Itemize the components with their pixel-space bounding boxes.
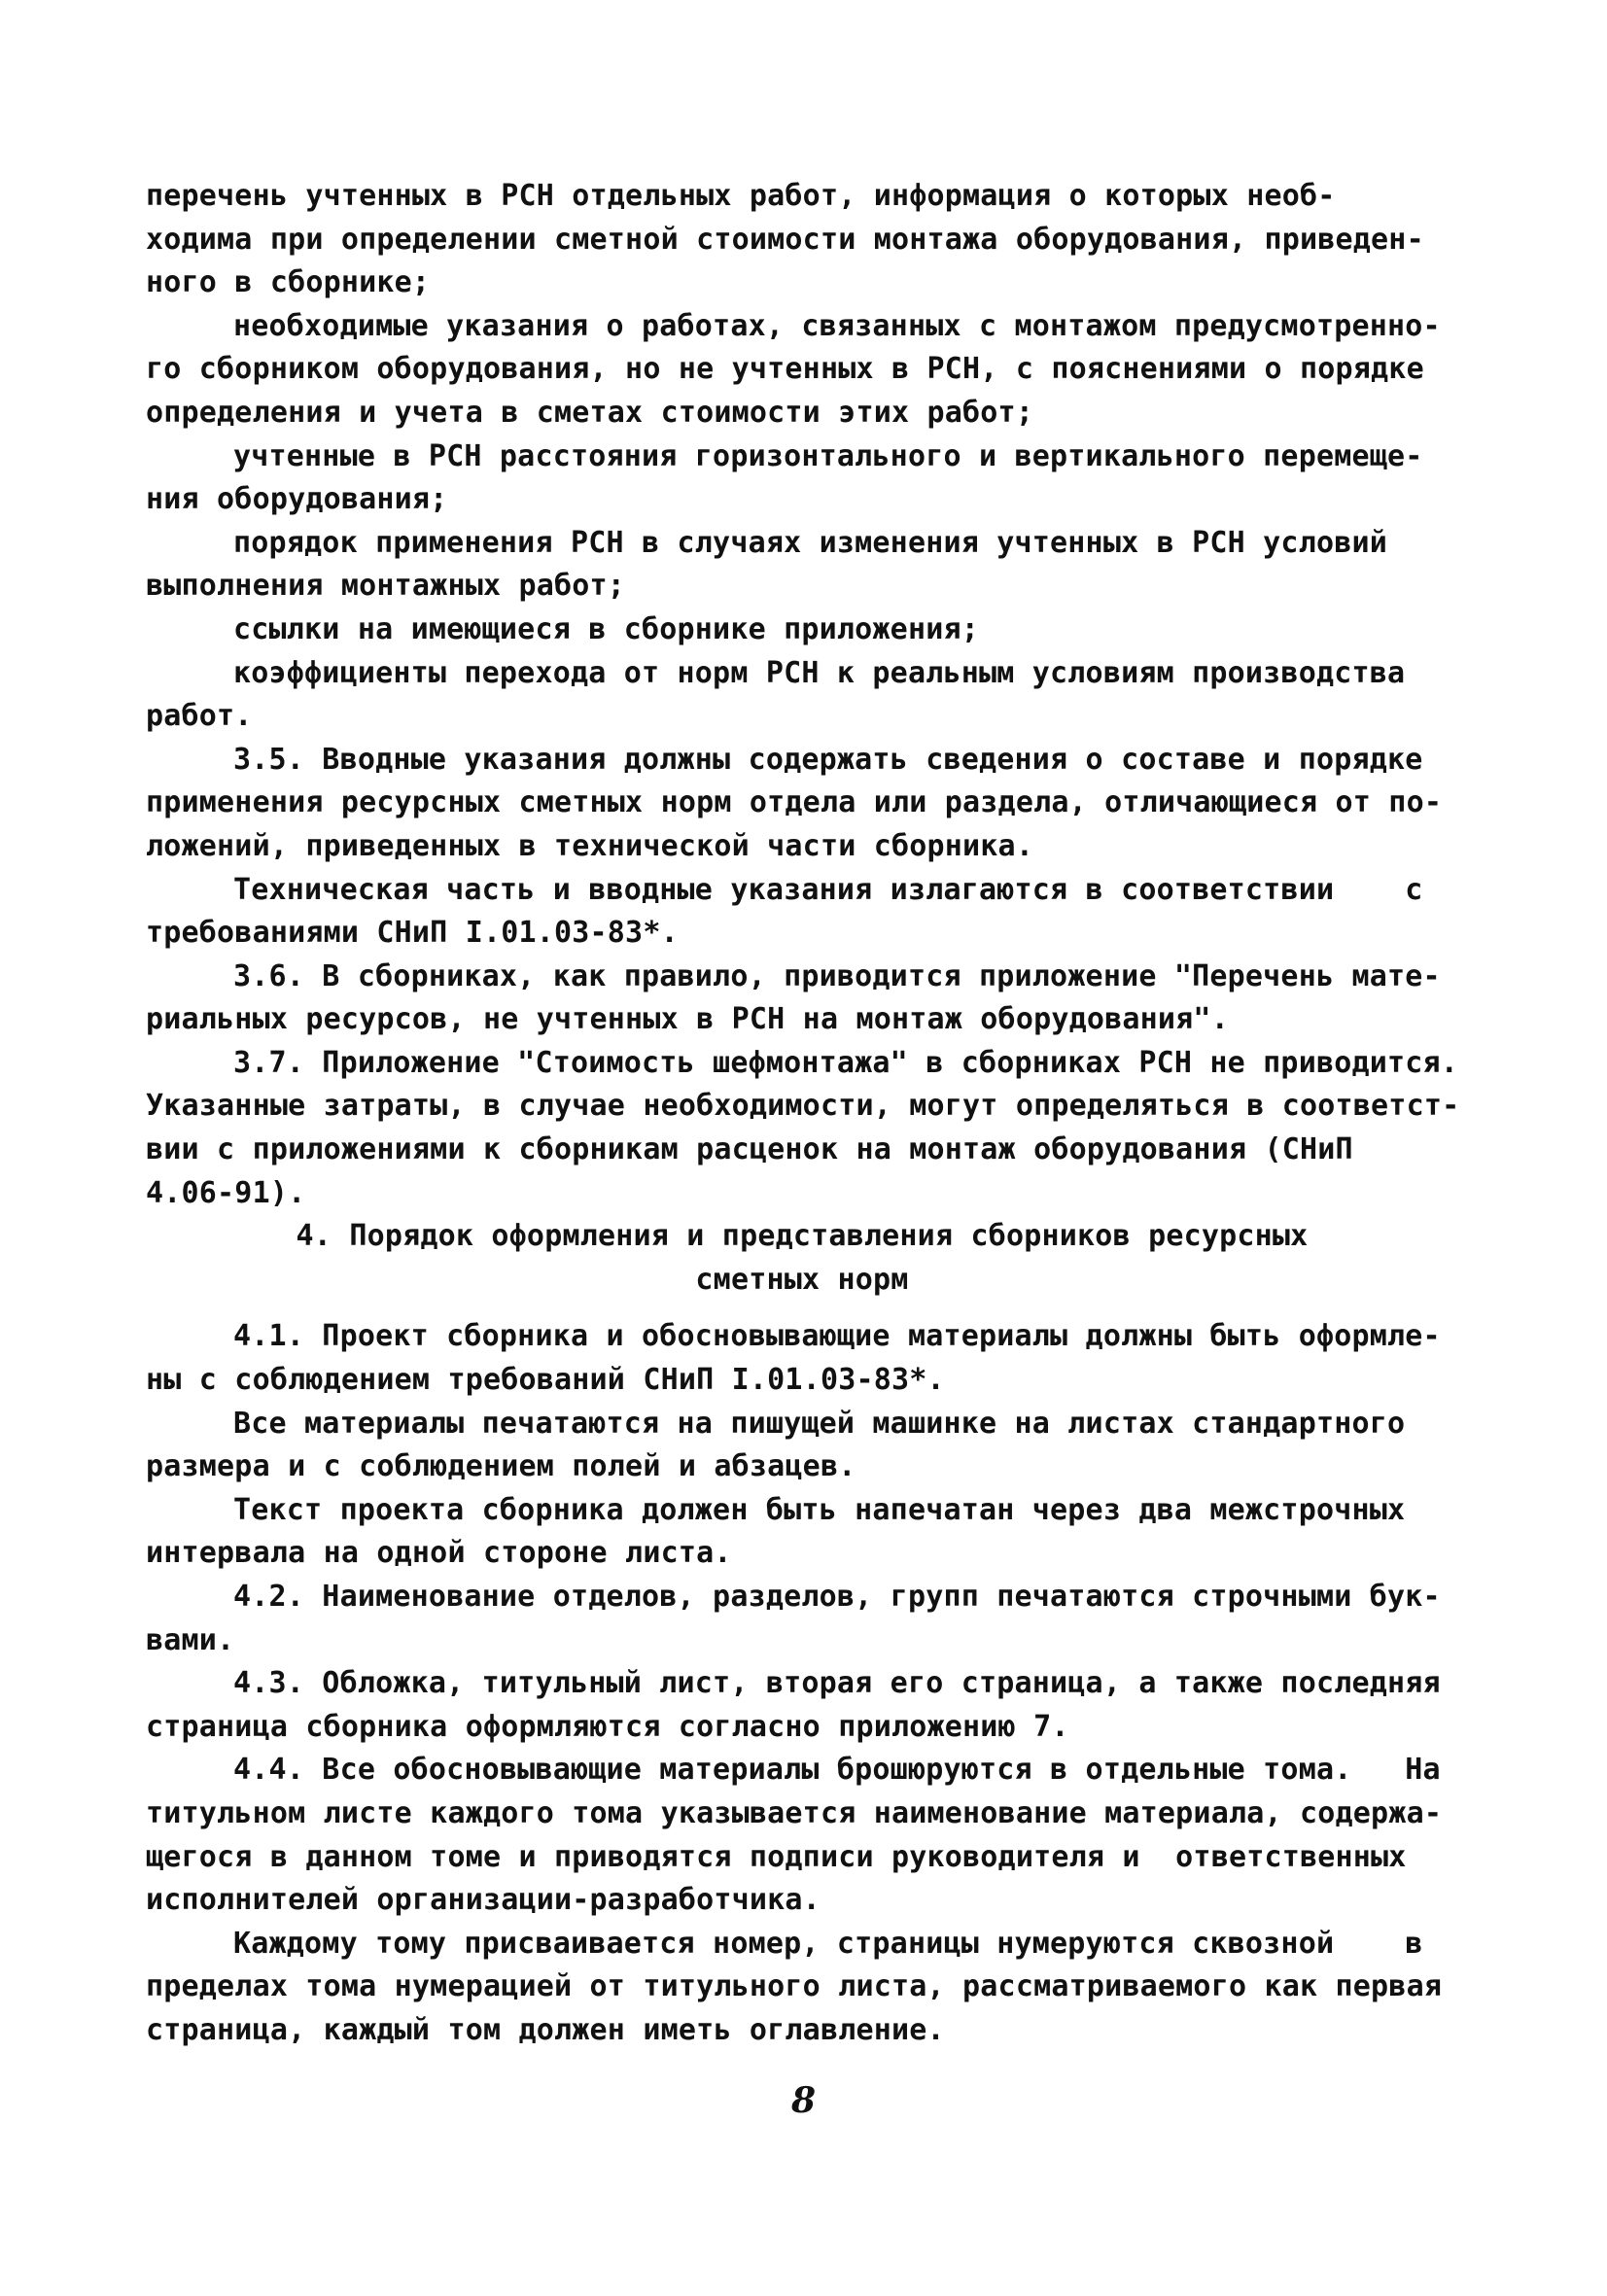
- text-line: перечень учтенных в РСН отдельных работ, информация о которых необ-: [146, 179, 1336, 213]
- text-line: Техническая часть и вводные указания излагаются в соответствии с: [233, 872, 1423, 907]
- text-line: ходима при определении сметной стоимости монтажа оборудования, приведен-: [146, 222, 1424, 257]
- section-heading: сметных норм: [695, 1262, 909, 1297]
- text-line: 4.2. Наименование отделов, разделов, групп печатаются строчными бук-: [233, 1580, 1441, 1614]
- section-heading: 4. Порядок оформления и представления сборников ресурсных: [296, 1219, 1309, 1254]
- text-line: ного в сборнике;: [146, 265, 431, 300]
- text-line: щегося в данном томе и приводятся подписи руководителя и ответственных: [146, 1839, 1407, 1874]
- text-line: Текст проекта сборника должен быть напечатан через два межстрочных: [233, 1492, 1406, 1527]
- text-line: страница сборника оформляются согласно приложению 7.: [146, 1709, 1069, 1744]
- text-line: титульном листе каждого тома указывается наименование материала, содержа-: [146, 1795, 1443, 1830]
- text-line: вами.: [146, 1622, 235, 1657]
- text-line: определения и учета в сметах стоимости этих работ;: [146, 395, 1034, 430]
- text-line: применения ресурсных сметных норм отдела или раздела, отличающиеся от по-: [146, 785, 1443, 820]
- text-line: 3.6. В сборниках, как правило, приводится приложение "Перечень мате-: [233, 958, 1441, 993]
- text-line: ложений, приведенных в технической части сборника.: [146, 828, 1034, 863]
- text-line: коэффициенты перехода от норм РСН к реальным условиям производства: [233, 655, 1406, 690]
- text-line: интервала на одной стороне листа.: [146, 1536, 732, 1571]
- text-line: страница, каждый том должен иметь оглавление.: [146, 2012, 945, 2047]
- text-line: 3.7. Приложение "Стоимость шефмонтажа" в сборниках РСН не приводится.: [233, 1045, 1459, 1080]
- text-line: требованиями СНиП I.01.03-83*.: [146, 916, 679, 951]
- text-line: Каждому тому присваивается номер, страницы нумеруются сквозной в: [233, 1926, 1423, 1961]
- text-line: порядок применения РСН в случаях изменения учтенных в РСН условий: [233, 525, 1387, 560]
- text-line: учтенные в РСН расстояния горизонтального и вертикального перемеще-: [233, 438, 1423, 473]
- text-line: 4.4. Все обосновывающие материалы брошюруются в отдельные тома. На: [233, 1753, 1441, 1788]
- text-line: пределах тома нумерацией от титульного листа, рассматриваемого как первая: [146, 1969, 1443, 2004]
- text-line: исполнителей организации-разработчика.: [146, 1883, 821, 1918]
- text-line: 4.1. Проект сборника и обосновывающие материалы должны быть оформле-: [233, 1319, 1441, 1354]
- text-line: выполнения монтажных работ;: [146, 569, 626, 604]
- text-line: риальных ресурсов, не учтенных в РСН на монтаж оборудования".: [146, 1002, 1229, 1037]
- text-line: размера и с соблюдением полей и абзацев.: [146, 1449, 856, 1484]
- page-number: 8: [790, 2080, 817, 2121]
- text-line: Все материалы печатаются на пишущей машинке на листах стандартного: [233, 1406, 1406, 1441]
- text-line: ния оборудования;: [146, 482, 448, 517]
- text-line: необходимые указания о работах, связанных с монтажом предусмотренно-: [233, 308, 1441, 343]
- body-text: [146, 175, 1458, 2053]
- text-line: го сборником оборудования, но не учтенных в РСН, с пояснениями о порядке: [146, 352, 1424, 387]
- text-line: работ.: [146, 699, 253, 734]
- text-line: вии с приложениями к сборникам расценок на монтаж оборудования (СНиП: [146, 1132, 1353, 1167]
- text-line: 3.5. Вводные указания должны содержать сведения о составе и порядке: [233, 742, 1423, 777]
- text-line: Указанные затраты, в случае необходимости, могут определяться в соответст-: [146, 1089, 1460, 1124]
- text-line: ссылки на имеющиеся в сборнике приложения;: [233, 611, 979, 646]
- text-line: ны с соблюдением требований СНиП I.01.03-83*.: [146, 1363, 945, 1398]
- text-line: 4.3. Обложка, титульный лист, вторая его страница, а также последняя: [233, 1666, 1441, 1701]
- text-line: 4.06-91).: [146, 1175, 306, 1210]
